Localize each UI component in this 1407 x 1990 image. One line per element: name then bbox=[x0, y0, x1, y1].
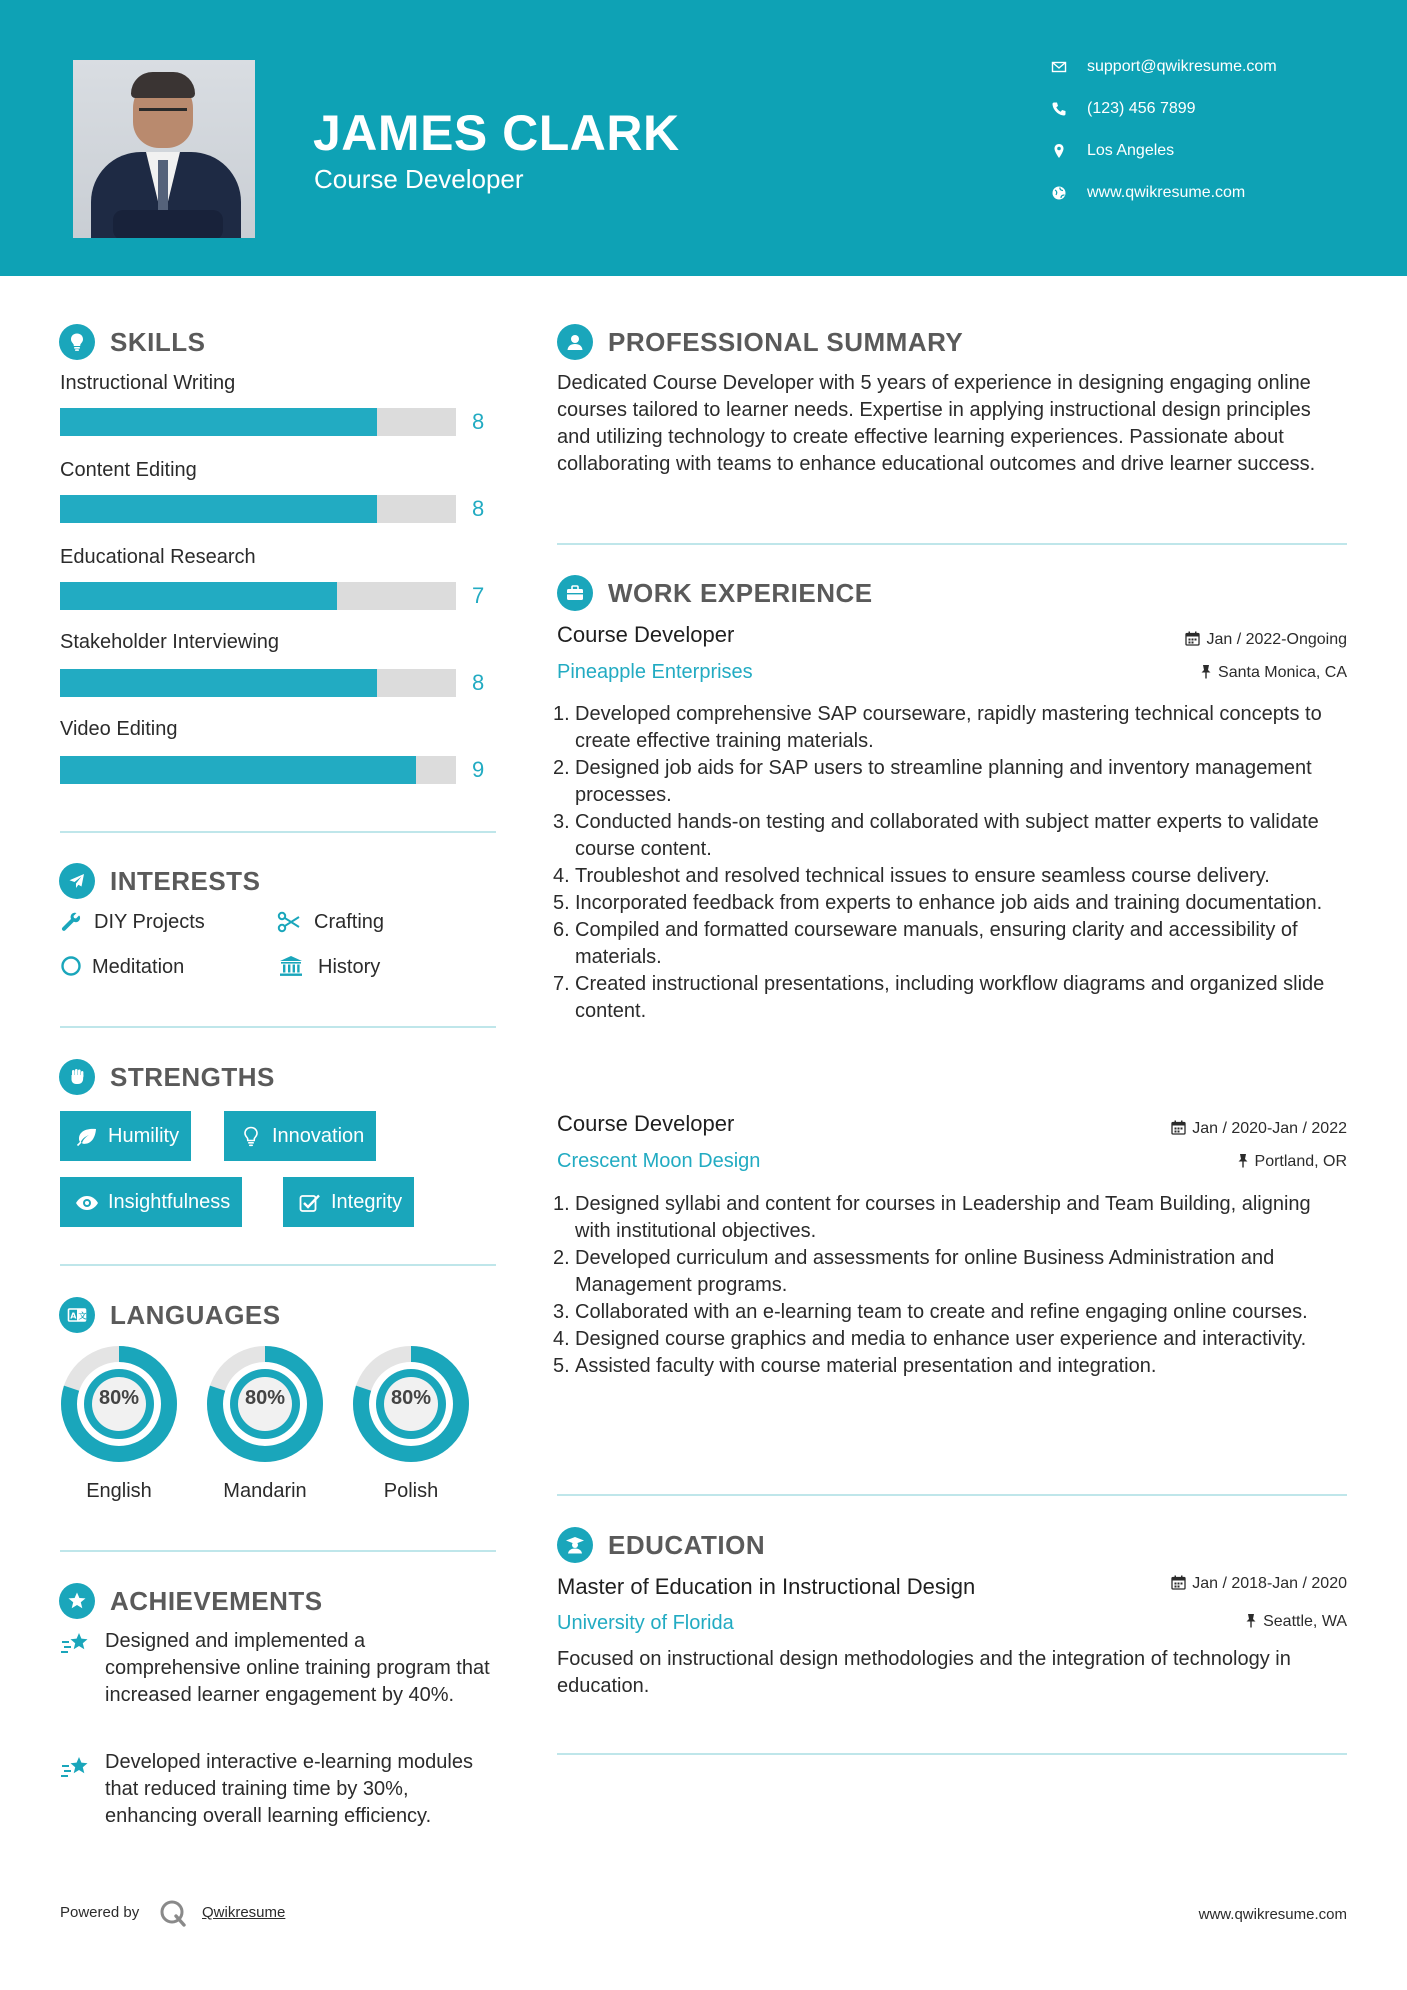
job-location-text: Santa Monica, CA bbox=[1218, 664, 1347, 681]
skill-score: 9 bbox=[472, 757, 485, 782]
map-pin-icon bbox=[1050, 143, 1068, 161]
user-icon bbox=[557, 324, 593, 360]
globe-icon bbox=[1050, 185, 1068, 203]
job-bullet: 3. Collaborated with an e-learning team to create and refine engaging online courses. bbox=[553, 1301, 1308, 1323]
job-bullet: 1. Designed syllabi and content for courses in Leadership and Team Building, aligning with institutional objectives. bbox=[553, 1193, 1311, 1242]
contact-location-text: Los Angeles bbox=[1087, 142, 1175, 159]
resume-header bbox=[0, 0, 1407, 276]
degree-title: Master of Education in Instructional Design bbox=[557, 1574, 976, 1599]
achievement-text: Developed interactive e-learning modules that reduced training time by 30%, enhancing overall learning efficiency. bbox=[105, 1751, 473, 1827]
interest-item: Crafting bbox=[314, 911, 385, 933]
lightbulb-icon bbox=[238, 1111, 264, 1161]
qwikresume-link[interactable]: Qwikresume bbox=[202, 1904, 286, 1921]
strength-tag bbox=[283, 1177, 414, 1227]
experience-heading: WORK EXPERIENCE bbox=[608, 578, 873, 608]
interests-heading: INTERESTS bbox=[110, 866, 261, 896]
achievement-text: Designed and implemented a comprehensive online training program that increased learner engagement by 40%. bbox=[105, 1630, 490, 1706]
skill-label: Stakeholder Interviewing bbox=[60, 631, 280, 653]
strength-label: Humility bbox=[108, 1125, 180, 1147]
job-date bbox=[1171, 1120, 1347, 1138]
contact-phone[interactable] bbox=[1050, 98, 1350, 122]
strength-label: Insightfulness bbox=[108, 1191, 231, 1213]
education-description: Focused on instructional design methodologies and the integration of technology in education. bbox=[557, 1648, 1291, 1697]
job-bullet: 7. Created instructional presentations, including workflow diagrams and organized slide content. bbox=[553, 973, 1325, 1022]
job-date bbox=[1185, 631, 1347, 649]
skill-bar-fill bbox=[60, 408, 377, 436]
skill-bar-fill bbox=[60, 756, 416, 784]
pushpin-icon bbox=[1245, 1613, 1263, 1630]
divider bbox=[60, 1264, 496, 1266]
leaf-icon bbox=[74, 1111, 100, 1161]
svg-text:文: 文 bbox=[78, 1311, 87, 1321]
shooting-star-icon bbox=[60, 1630, 92, 1658]
profile-photo bbox=[73, 60, 255, 238]
job-title: Course Developer bbox=[557, 1111, 735, 1136]
interest-item: Meditation bbox=[92, 956, 185, 978]
job-title: Course Developer bbox=[557, 622, 735, 647]
divider bbox=[557, 1494, 1347, 1496]
wrench-icon bbox=[59, 911, 83, 935]
job-bullet: 1. Developed comprehensive SAP courseware, rapidly mastering technical concepts to create effective training materials. bbox=[553, 703, 1322, 752]
strength-tag bbox=[224, 1111, 376, 1161]
language-icon bbox=[59, 1297, 95, 1333]
museum-icon bbox=[278, 955, 302, 979]
svg-text:A: A bbox=[70, 1311, 77, 1321]
language-donut bbox=[350, 1343, 472, 1465]
calendar-icon bbox=[1185, 631, 1206, 648]
divider bbox=[60, 1026, 496, 1028]
school-name: University of Florida bbox=[557, 1612, 734, 1634]
skill-bar-fill bbox=[60, 669, 377, 697]
language-percent: 80% bbox=[98, 1387, 140, 1409]
pushpin-icon bbox=[1200, 664, 1218, 681]
skill-score: 7 bbox=[472, 583, 485, 608]
job-bullet: 6. Compiled and formatted courseware manuals, ensuring clarity and accessibility of materials. bbox=[553, 919, 1298, 968]
job-location bbox=[1200, 664, 1347, 682]
job-bullets bbox=[553, 701, 1343, 1025]
shooting-star-icon bbox=[60, 1754, 92, 1782]
language-percent: 80% bbox=[390, 1387, 432, 1409]
summary-text: Dedicated Course Developer with 5 years of experience in designing engaging online courses tailored to learner needs. Expertise in applying instructional design principles and utilizing technology to create effective learning experiences. Passionate about collaborating with teams to enhance educational outcomes and drive learner success. bbox=[557, 372, 1316, 475]
envelope-icon bbox=[1050, 59, 1068, 77]
strengths-heading: STRENGTHS bbox=[110, 1062, 275, 1092]
phone-icon bbox=[1050, 101, 1068, 119]
strength-tag bbox=[60, 1177, 242, 1227]
divider bbox=[60, 831, 496, 833]
job-bullet: 3. Conducted hands-on testing and collaborated with subject matter experts to validate course content. bbox=[553, 811, 1319, 860]
contact-email-text: support@qwikresume.com bbox=[1087, 58, 1277, 75]
education-location bbox=[1245, 1613, 1347, 1631]
strength-label: Integrity bbox=[331, 1191, 403, 1213]
circle-icon bbox=[59, 955, 83, 979]
education-date-text: Jan / 2018-Jan / 2020 bbox=[1192, 1575, 1347, 1592]
skill-bar bbox=[60, 582, 456, 610]
job-bullet: 4. Designed course graphics and media to enhance user experience and interactivity. bbox=[553, 1328, 1307, 1350]
skill-bar bbox=[60, 495, 456, 523]
divider bbox=[60, 1550, 496, 1552]
calendar-icon bbox=[1171, 1575, 1192, 1592]
eye-icon bbox=[74, 1177, 100, 1227]
scissors-icon bbox=[277, 911, 301, 935]
skills-heading: SKILLS bbox=[110, 327, 206, 357]
education-location-text: Seattle, WA bbox=[1263, 1613, 1347, 1630]
job-date-text: Jan / 2022-Ongoing bbox=[1206, 631, 1347, 648]
job-bullet: 5. Assisted faculty with course material presentation and integration. bbox=[553, 1355, 1157, 1377]
language-donut bbox=[58, 1343, 180, 1465]
calendar-icon bbox=[1171, 1120, 1192, 1137]
skill-score: 8 bbox=[472, 670, 485, 695]
contact-website[interactable] bbox=[1050, 182, 1350, 206]
job-location-text: Portland, OR bbox=[1254, 1153, 1347, 1170]
skill-bar bbox=[60, 408, 456, 436]
job-company: Pineapple Enterprises bbox=[557, 661, 753, 683]
skill-label: Educational Research bbox=[60, 546, 256, 568]
language-donut bbox=[204, 1343, 326, 1465]
briefcase-icon bbox=[557, 575, 593, 611]
language-name: English bbox=[86, 1480, 152, 1502]
paper-plane-icon bbox=[59, 863, 95, 899]
contact-location bbox=[1050, 140, 1350, 164]
language-name: Polish bbox=[383, 1480, 439, 1502]
lightbulb-icon bbox=[59, 324, 95, 360]
footer-website-link[interactable]: www.qwikresume.com bbox=[1198, 1906, 1347, 1923]
job-location bbox=[1237, 1153, 1347, 1171]
job-bullet: 4. Troubleshot and resolved technical issues to ensure seamless course delivery. bbox=[553, 865, 1270, 887]
skill-score: 8 bbox=[472, 496, 485, 521]
skill-label: Instructional Writing bbox=[60, 372, 236, 394]
job-bullet: 2. Developed curriculum and assessments for online Business Administration and Management programs. bbox=[553, 1247, 1275, 1296]
skill-bar-fill bbox=[60, 495, 377, 523]
pushpin-icon bbox=[1237, 1153, 1255, 1170]
divider bbox=[557, 1753, 1347, 1755]
contact-website-text: www.qwikresume.com bbox=[1087, 184, 1246, 201]
check-square-icon bbox=[297, 1177, 323, 1227]
summary-heading: PROFESSIONAL SUMMARY bbox=[608, 327, 964, 357]
language-name: Mandarin bbox=[223, 1480, 307, 1502]
raised-fist-icon bbox=[59, 1059, 95, 1095]
languages-heading: LANGUAGES bbox=[110, 1300, 281, 1330]
graduate-icon bbox=[557, 1527, 593, 1563]
job-bullet: 2. Designed job aids for SAP users to streamline planning and inventory management processes. bbox=[553, 757, 1312, 806]
job-bullet: 5. Incorporated feedback from experts to enhance job aids and training documentation. bbox=[553, 892, 1323, 914]
achievements-heading: ACHIEVEMENTS bbox=[110, 1586, 323, 1616]
interest-item: History bbox=[318, 956, 381, 978]
strength-label: Innovation bbox=[272, 1125, 365, 1147]
strength-tag bbox=[60, 1111, 191, 1161]
powered-by-text: Powered by bbox=[60, 1904, 140, 1921]
skill-label: Content Editing bbox=[60, 459, 197, 481]
skill-bar bbox=[60, 669, 456, 697]
job-date-text: Jan / 2020-Jan / 2022 bbox=[1192, 1120, 1347, 1137]
skill-bar bbox=[60, 756, 456, 784]
interest-item: DIY Projects bbox=[94, 911, 205, 933]
candidate-name: JAMES CLARK bbox=[313, 105, 680, 161]
language-percent: 80% bbox=[244, 1387, 286, 1409]
skill-label: Video Editing bbox=[60, 718, 178, 740]
contact-email[interactable] bbox=[1050, 56, 1350, 80]
skill-score: 8 bbox=[472, 409, 485, 434]
job-company: Crescent Moon Design bbox=[557, 1150, 761, 1172]
job-bullets bbox=[553, 1191, 1343, 1380]
contact-phone-text: (123) 456 7899 bbox=[1087, 100, 1196, 117]
qwikresume-logo-icon[interactable] bbox=[158, 1898, 188, 1928]
skill-bar-fill bbox=[60, 582, 337, 610]
education-date bbox=[1171, 1575, 1347, 1593]
divider bbox=[557, 543, 1347, 545]
education-heading: EDUCATION bbox=[608, 1530, 766, 1560]
star-badge-icon bbox=[59, 1583, 95, 1619]
candidate-role: Course Developer bbox=[314, 164, 524, 194]
